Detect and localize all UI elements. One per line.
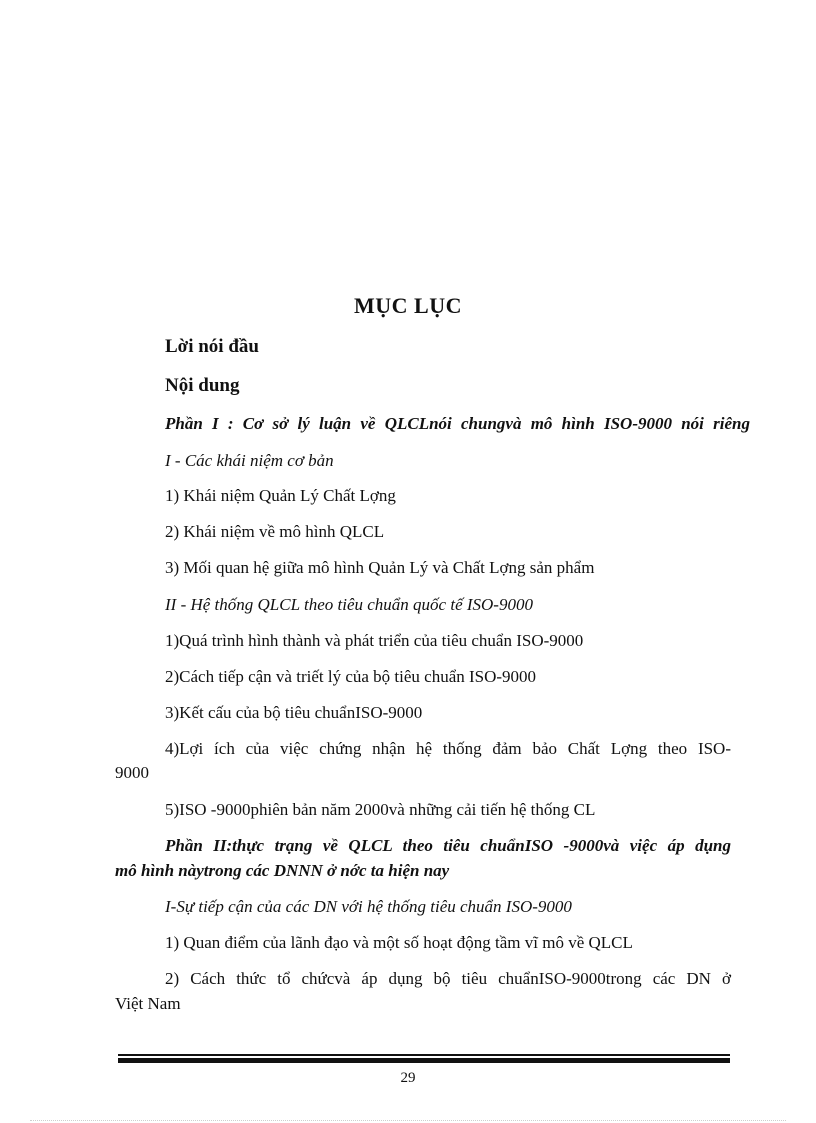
part1-section1-title: I - Các khái niệm cơ bản [165,451,334,470]
toc-item: 2) Khái niệm về mô hình QLCL [165,522,385,541]
part2-title-line2: mô hình nàytrong các DNNN ở nớc ta hiện nay [115,861,450,880]
part2-section1-title: I-Sự tiếp cận của các DN với hệ thống tiêu chuẩn ISO-9000 [165,897,572,916]
footer-rule-thick [118,1058,730,1063]
toc-item: 1) Khái niệm Quản Lý Chất Lợng [165,486,396,505]
toc-item: 2) Cách thức tổ chứcvà áp dụng bộ tiêu chuẩnISO-9000trong các DN ở [165,969,731,988]
toc-item: 1)Quá trình hình thành và phát triển của tiêu chuẩn ISO-9000 [165,631,584,650]
toc-item: 2)Cách tiếp cận và triết lý của bộ tiêu chuẩn ISO-9000 [165,667,537,686]
toc-item-continuation: Việt Nam [115,994,181,1013]
toc-item: 5)ISO -9000phiên bản năm 2000và những cải tiến hệ thống CL [165,800,596,819]
toc-item-continuation: 9000 [115,763,149,782]
toc-item: 4)Lợi ích của việc chứng nhận hệ thống đảm bảo Chất Lợng theo ISO- [165,739,731,758]
page-edge-dotted-line [30,1120,786,1121]
footer-rule-thin [118,1054,730,1056]
heading-preface: Lời nói đầu [165,336,259,357]
page-title: MỤC LỤC [354,293,462,318]
toc-item: 3)Kết cấu của bộ tiêu chuẩnISO-9000 [165,703,423,722]
part1-section2-title: II - Hệ thống QLCL theo tiêu chuẩn quốc tế ISO-9000 [165,595,533,614]
toc-item: 1) Quan điểm của lãnh đạo và một số hoạt động tầm vĩ mô về QLCL [165,933,633,952]
part2-title-line1: Phần II:thực trạng về QLCL theo tiêu chuẩnISO -9000và việc áp dụng [165,836,731,855]
toc-item: 3) Mối quan hệ giữa mô hình Quản Lý và Chất Lợng sản phẩm [165,558,595,577]
page-number: 29 [400,1070,416,1086]
heading-content: Nội dung [165,375,240,396]
part1-title: Phần I : Cơ sở lý luận về QLCLnói chungvà mô hình ISO-9000 nói riêng [165,414,750,433]
